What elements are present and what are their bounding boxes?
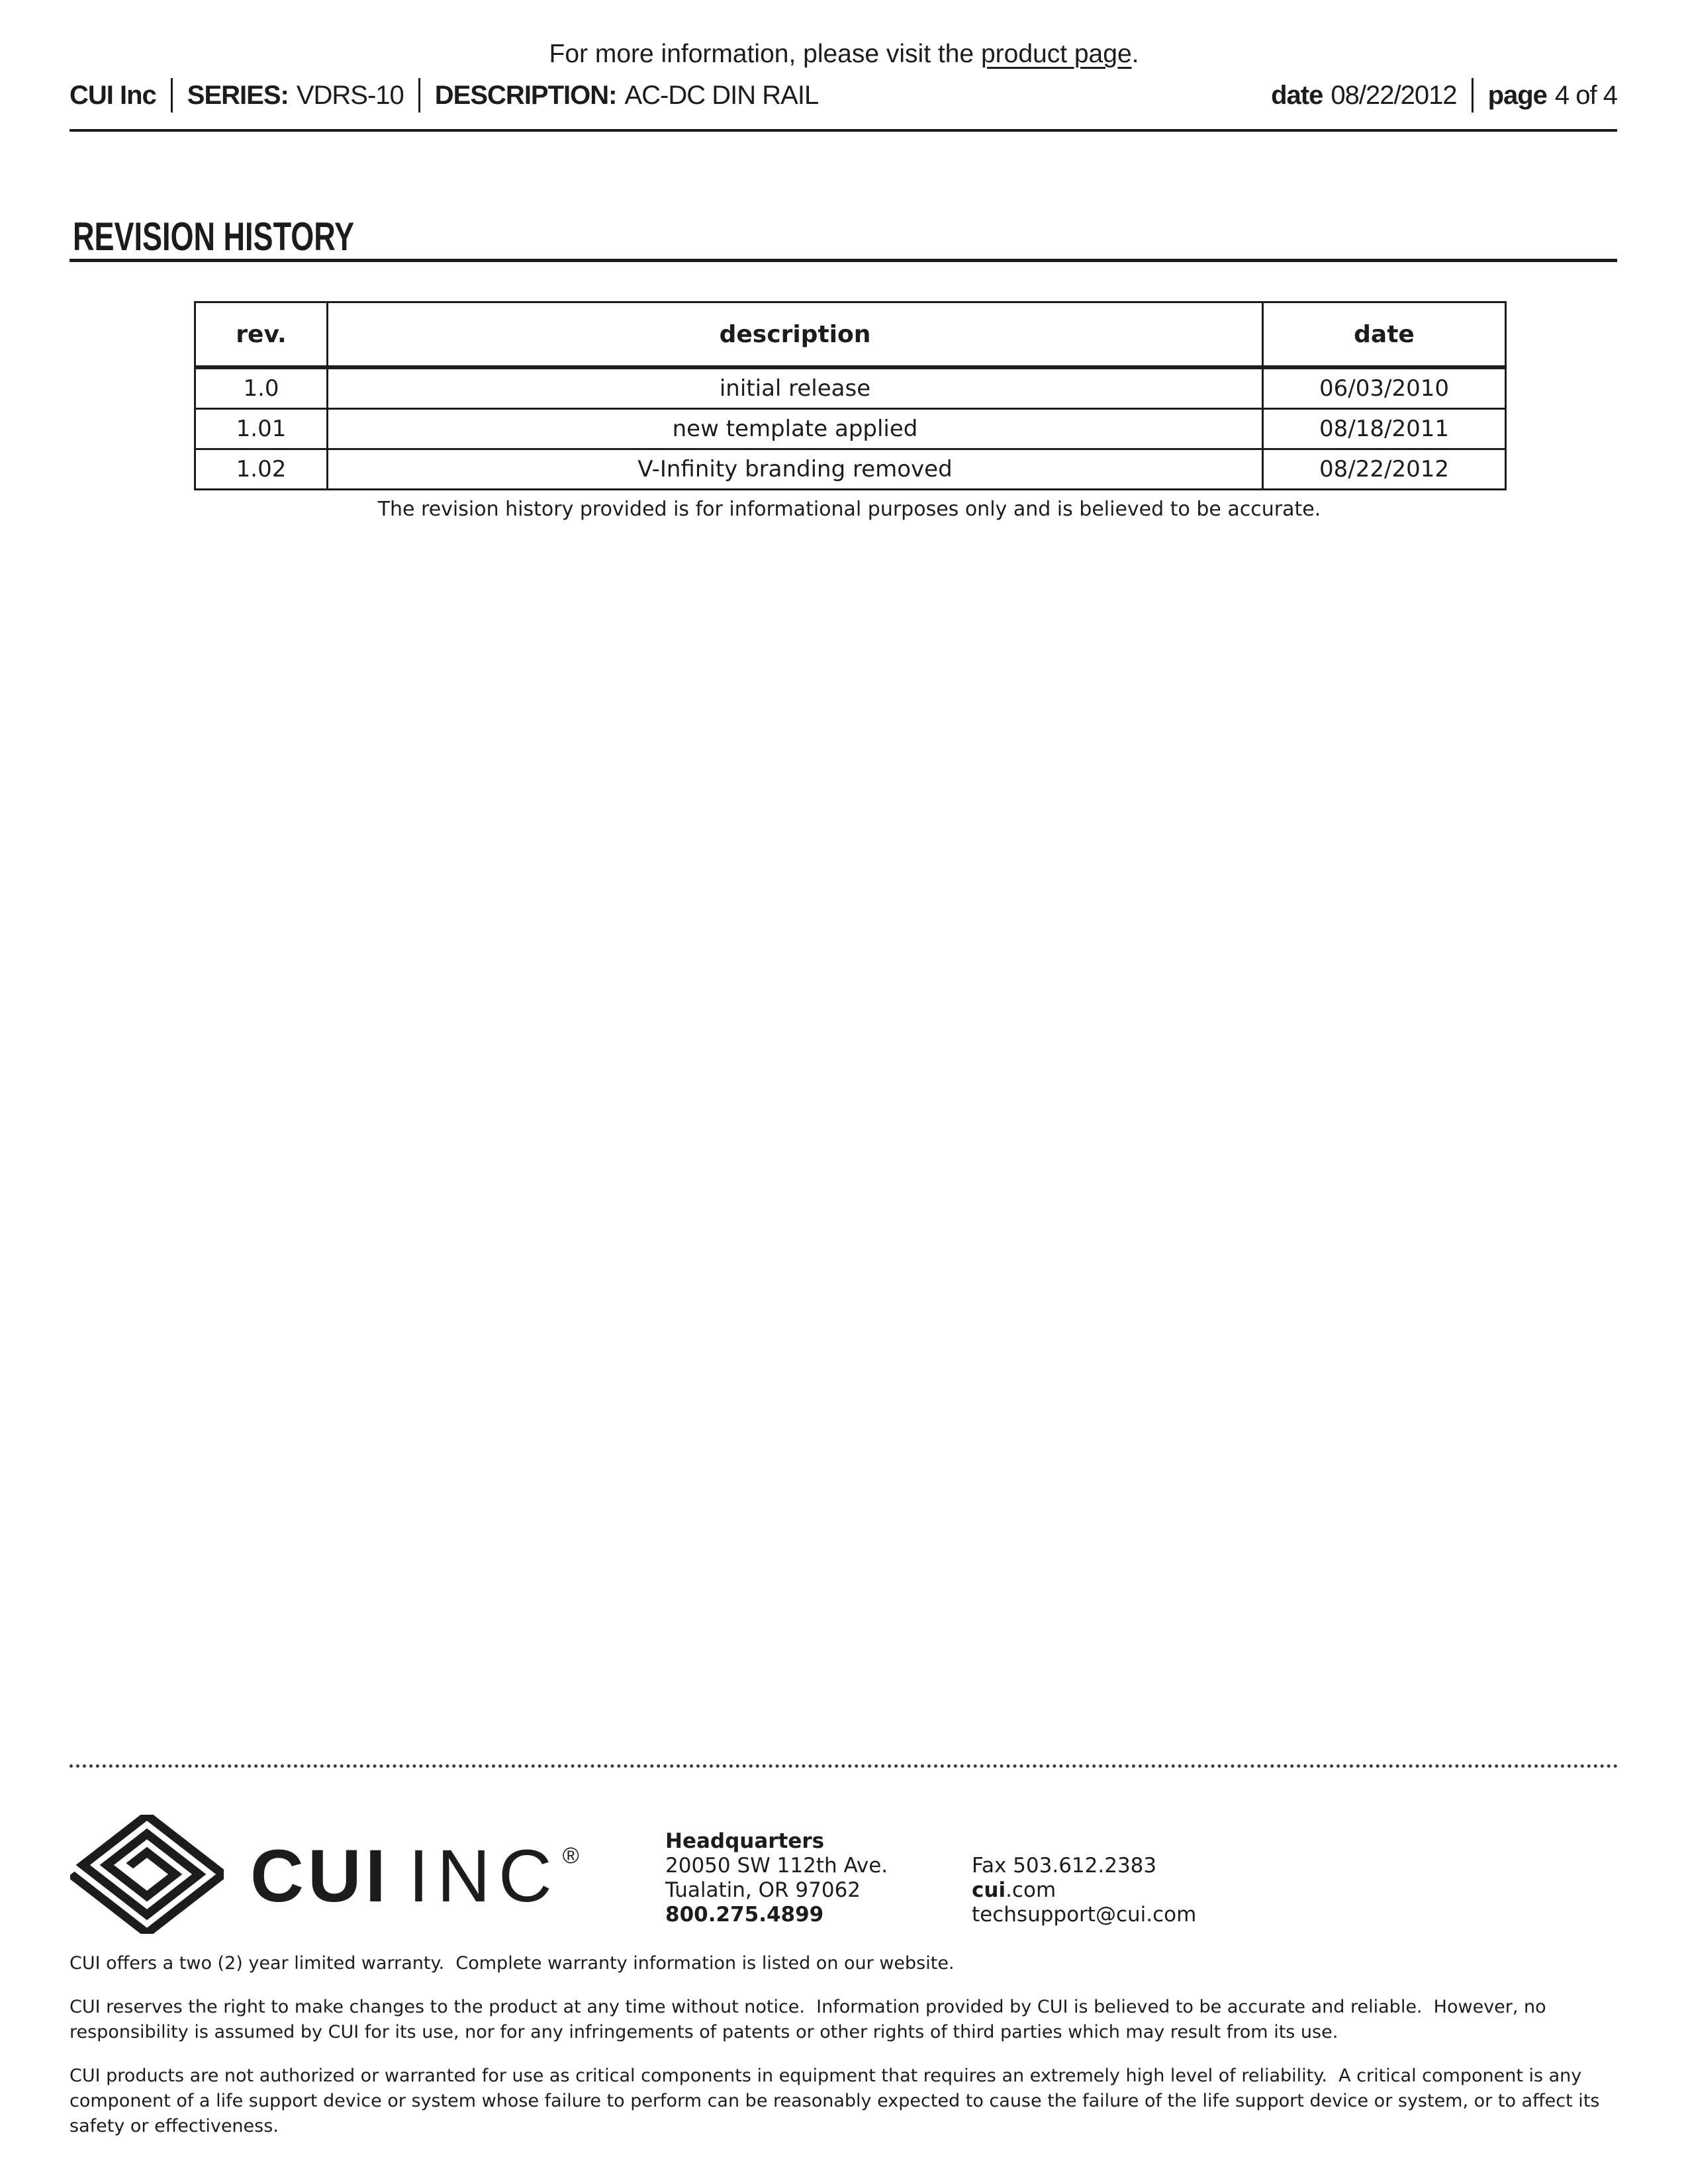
headquarters-title: Headquarters (665, 1829, 825, 1853)
header-rule (70, 129, 1617, 132)
fax-number: Fax 503.612.2383 (972, 1854, 1157, 1878)
column-header-date: date (1263, 302, 1506, 368)
legal-paragraph: CUI products are not authorized or warranted for use as critical components in equipment that requires an extremely high level of reliability. A critical component is any component of a life support device or system whose failure to perform can be reasonably expected to cause the failure of the life support device or system, or to affect its safety or effectiveness. (70, 2066, 1606, 2136)
cui-diamond-logo-icon (70, 1815, 224, 1936)
top-note-prefix: For more information, please visit the (549, 40, 981, 68)
contact-block (972, 1854, 1196, 1927)
website-tld: .com (1006, 1878, 1056, 1902)
description-label: DESCRIPTION: (434, 80, 617, 110)
column-header-description: description (328, 302, 1263, 368)
date-cell: 08/18/2011 (1263, 409, 1506, 449)
revision-history-table (194, 301, 1507, 490)
wordmark-cui: CUI (250, 1835, 390, 1917)
header-left (70, 78, 818, 113)
rev-cell: 1.01 (195, 409, 328, 449)
website (972, 1878, 1196, 1903)
page-value: 4 of 4 (1554, 80, 1617, 110)
rev-cell: 1.02 (195, 449, 328, 490)
support-email: techsupport@cui.com (972, 1903, 1197, 1927)
phone-number: 800.275.4899 (665, 1903, 824, 1927)
page-label: page (1487, 80, 1547, 110)
header-divider (171, 78, 173, 113)
legal-paragraph: CUI offers a two (2) year limited warranty. Complete warranty information is listed on our website. (70, 1953, 955, 1974)
date-value: 08/22/2012 (1331, 80, 1457, 110)
address-line: 20050 SW 112th Ave. (665, 1854, 888, 1878)
cui-inc-wordmark (250, 1835, 579, 1917)
description-cell: initial release (328, 367, 1263, 409)
header-bar (70, 78, 1617, 113)
series-label: SERIES: (187, 80, 289, 110)
website-domain: cui (972, 1878, 1006, 1902)
table-row (195, 449, 1506, 490)
date-cell: 08/22/2012 (1263, 449, 1506, 490)
top-note-suffix: . (1131, 40, 1139, 68)
header-divider (1472, 78, 1474, 113)
date-cell: 06/03/2010 (1263, 367, 1506, 409)
legal-text (70, 1951, 1622, 2158)
address-line: Tualatin, OR 97062 (665, 1878, 861, 1902)
table-row (195, 409, 1506, 449)
footer-divider (70, 1764, 1618, 1768)
header-divider (418, 78, 420, 113)
table-row (195, 367, 1506, 409)
wordmark-inc: INC (408, 1835, 560, 1917)
revision-note: The revision history provided is for informational purposes only and is believed to be accurate. (377, 498, 1321, 521)
legal-paragraph: CUI reserves the right to make changes to the product at any time without notice. Information provided by CUI is believed to be accurate and reliable. However, no responsibility is assumed by CUI for its use, nor for any infringements of patents or other rights of third parties which may result from its use. (70, 1997, 1552, 2042)
product-page-link[interactable]: product page (980, 40, 1132, 68)
description-cell: V-Infinity branding removed (328, 449, 1263, 490)
date-label: date (1271, 80, 1323, 110)
series-value: VDRS-10 (296, 80, 404, 110)
page-title: REVISION HISTORY (73, 214, 355, 259)
description-cell: new template applied (328, 409, 1263, 449)
top-note (0, 40, 1688, 69)
registered-mark: ® (562, 1843, 579, 1868)
rev-cell: 1.0 (195, 367, 328, 409)
headquarters-block (665, 1829, 888, 1927)
company-name: CUI Inc (70, 80, 156, 110)
header-right (1271, 78, 1617, 113)
title-rule (70, 259, 1617, 262)
table-header-row (195, 302, 1506, 368)
description-value: AC-DC DIN RAIL (624, 80, 819, 110)
column-header-rev: rev. (195, 302, 328, 368)
